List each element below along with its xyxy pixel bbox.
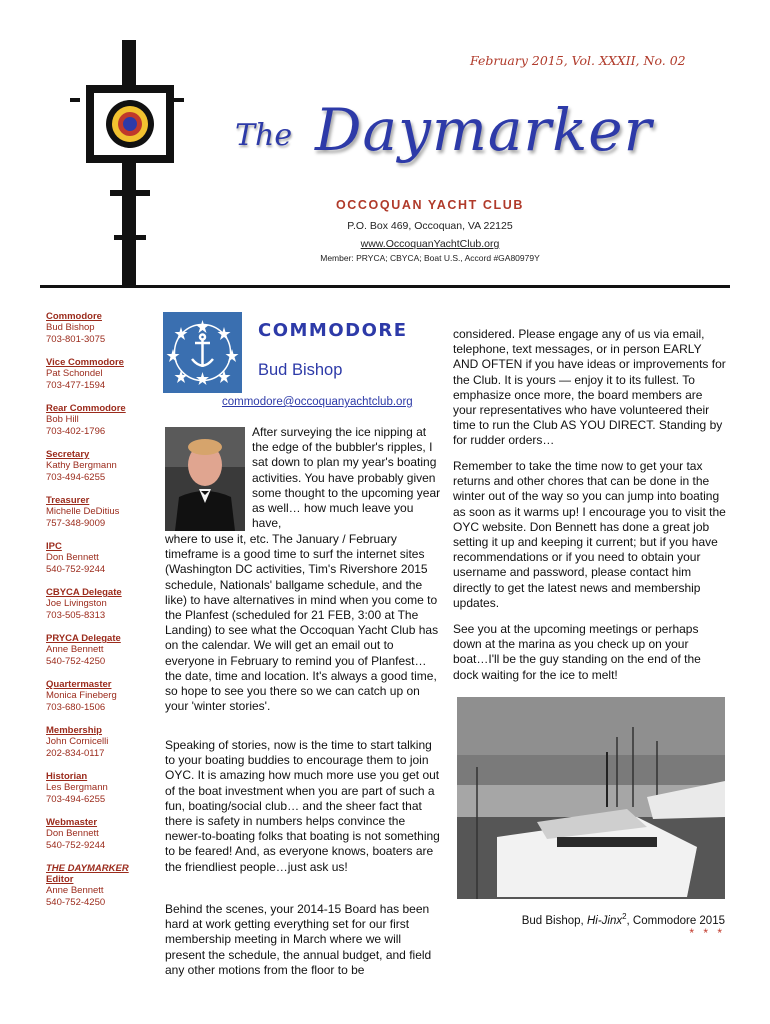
article-heading: COMMODORE xyxy=(258,320,408,341)
officer-phone: 540-752-9244 xyxy=(46,839,106,851)
article-paragraph: Behind the scenes, your 2014-15 Board has been hard at work getting everything set for our first membership meeting in March where we will present the schedule, the annual budget, and field any other motions from the floor to be xyxy=(165,902,432,977)
officer-pryca-delegate xyxy=(46,633,156,667)
daymarker-sign-logo xyxy=(70,40,210,285)
officer-phone: 202-834-0117 xyxy=(46,747,105,759)
article-paragraph: See you at the upcoming meetings or perhaps down at the marina as you check up on your boat…I'll be the guy standing on the end of the dock waiting for the ice to melt! xyxy=(453,622,701,682)
officer-role: Membership xyxy=(46,725,102,736)
officer-name: Don Bennett xyxy=(46,552,99,563)
officer-quartermaster xyxy=(46,679,156,713)
officer-phone: 703-505-8313 xyxy=(46,609,106,621)
officer-name: Don Bennett xyxy=(46,828,99,839)
officer-cbyca-delegate xyxy=(46,587,156,621)
officer-phone: 703-680-1506 xyxy=(46,701,106,713)
officer-role: IPC xyxy=(46,541,62,552)
article-author: Bud Bishop xyxy=(258,361,343,379)
commodore-flag-image xyxy=(163,312,242,393)
caption-name: Bud Bishop, xyxy=(521,914,587,927)
article-paragraph: After surveying the ice nipping at the edge of the bubbler's ripples, I sat down to plan my year's boating activities. You have probably given some thought to the upcoming year as well… how much leave you have, xyxy=(252,425,441,531)
title-daymarker: Daymarker xyxy=(315,96,653,164)
masthead-divider xyxy=(40,285,730,288)
officer-name: Anne Bennett xyxy=(46,644,104,655)
officer-name: Les Bergmann xyxy=(46,782,108,793)
officer-name: Bob Hill xyxy=(46,414,79,425)
end-stars: * * * xyxy=(689,926,725,940)
officer-role: Historian xyxy=(46,771,88,782)
officer-role: Rear Commodore xyxy=(46,403,126,414)
club-website-link[interactable]: www.OccoquanYachtClub.org xyxy=(360,238,500,250)
editor-role: Editor xyxy=(46,874,74,885)
officer-name: Pat Schondel xyxy=(46,368,103,379)
caption-title: , Commodore 2015 xyxy=(626,914,725,927)
officer-role: Vice Commodore xyxy=(46,357,124,368)
officer-role: PRYCA Delegate xyxy=(46,633,121,644)
officer-phone: 703-801-3075 xyxy=(46,333,106,345)
officer-name: Bud Bishop xyxy=(46,322,95,333)
officer-phone: 540-752-9244 xyxy=(46,563,106,575)
officer-role: Secretary xyxy=(46,449,90,460)
officer-role: Commodore xyxy=(46,311,102,322)
editor-role-publication: THE DAYMARKER xyxy=(46,863,129,874)
commodore-email-link[interactable]: commodore@occoquanyachtclub.org xyxy=(222,396,413,408)
officer-phone: 757-348-9009 xyxy=(46,517,106,529)
officers-sidebar xyxy=(46,311,156,920)
officer-name: Monica Fineberg xyxy=(46,690,117,701)
officer-name: Joe Livingston xyxy=(46,598,107,609)
officer-role: Treasurer xyxy=(46,495,90,506)
officer-phone: 703-477-1594 xyxy=(46,379,106,391)
officer-phone: 703-494-6255 xyxy=(46,471,106,483)
article-paragraph: Speaking of stories, now is the time to start talking to your boating buddies to encourage them to join OYC. It is amazing how much more use you get out of the boat investment when you are part of such a fun, boating/social club… and the sheer fact that there is safety in numbers helps convince the newer-to-boating folks that boating is not something to be feared! And, as everyone knows, boaters are the friendliest people…just ask us! xyxy=(165,738,440,874)
commodore-portrait-photo xyxy=(165,427,245,531)
officer-membership xyxy=(46,725,156,759)
club-address: P.O. Box 469, Occoquan, VA 22125 xyxy=(347,220,513,232)
issue-line: February 2015, Vol. XXXII, No. 02 xyxy=(470,53,686,68)
caption-superscript: 2 xyxy=(622,912,627,921)
marina-boat-photo xyxy=(457,697,725,899)
newsletter-title xyxy=(235,96,695,186)
officer-historian xyxy=(46,771,156,805)
officer-name: Kathy Bergmann xyxy=(46,460,117,471)
officer-rear-commodore xyxy=(46,403,156,437)
officer-commodore xyxy=(46,311,156,345)
officer-editor xyxy=(46,863,156,908)
officer-secretary xyxy=(46,449,156,483)
officer-ipc xyxy=(46,541,156,575)
title-the: The xyxy=(235,118,293,153)
article-paragraph: where to use it, etc. The January / February timeframe is a good time to surf the internet sites (Washington DC activities, Tim's Rivershore 2015 schedule, Nationals' ballgame schedule, and the like) to have alternatives in mind when you come to the Planfest (scheduled for 21 FEB, 3:00 at The Landing) to see what the Occoquan Yacht Club has on the calendar. We will get an email out to everyone in February to remind you of Planfest… the date, time and location. It's always a good time, so hope to see you there so we can catch up on your 'winter stories'. xyxy=(165,532,439,714)
club-memberships: Member: PRYCA; CBYCA; Boat U.S., Accord #GA80979Y xyxy=(320,253,540,263)
officer-name: Michelle DeDitius xyxy=(46,506,120,517)
officer-role: CBYCA Delegate xyxy=(46,587,122,598)
article-paragraph: considered. Please engage any of us via email, telephone, text messages, or in person EARLY AND OFTEN if you have ideas or improvements for the Club. It is yours — enjoy it to its fullest. To emphasize once more, the board members are your representatives who have volunteered their time to run the Club AS YOU DIRECT. Standing by for rudder orders… xyxy=(453,327,726,448)
caption-boat-name: Hi-Jinx xyxy=(586,914,623,927)
officer-role: Webmaster xyxy=(46,817,98,828)
officer-role: Quartermaster xyxy=(46,679,112,690)
article-paragraph: Remember to take the time now to get your tax returns and other chores that can be done in the winter out of the way so you can jump into boating as soon as it warms up! I encourage you to visit the OYC website. Don Bennett has done a great job setting it up and keeping it current; but if you have recommendations or if you need to obtain your username and password, please contact him directly to get the latest news and membership updates. xyxy=(453,459,726,610)
officer-phone: 703-494-6255 xyxy=(46,793,106,805)
officer-treasurer xyxy=(46,495,156,529)
officer-name: Anne Bennett xyxy=(46,885,104,896)
officer-webmaster xyxy=(46,817,156,851)
officer-vice-commodore xyxy=(46,357,156,391)
club-name: OCCOQUAN YACHT CLUB xyxy=(335,198,525,212)
officer-name: John Cornicelli xyxy=(46,736,109,747)
officer-phone: 540-752-4250 xyxy=(46,896,106,908)
officer-phone: 703-402-1796 xyxy=(46,425,106,437)
photo-caption xyxy=(457,912,725,927)
officer-phone: 540-752-4250 xyxy=(46,655,106,667)
